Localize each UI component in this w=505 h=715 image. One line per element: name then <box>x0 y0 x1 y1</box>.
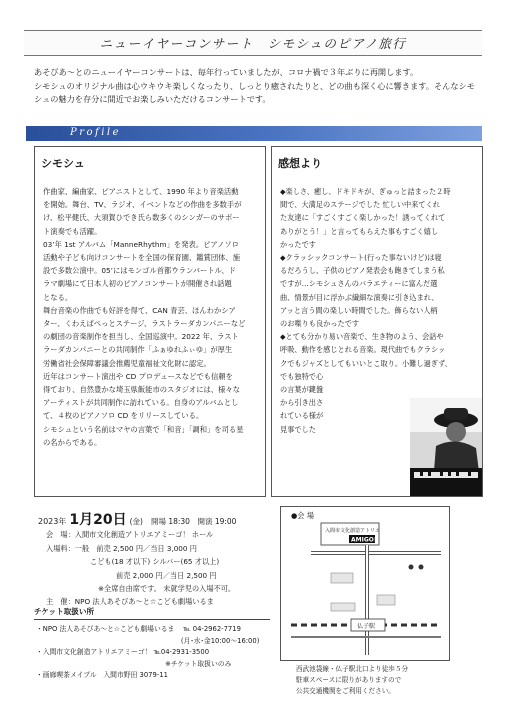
ticket-heading: チケット取扱い所 <box>34 606 270 620</box>
profile-line: ラマ劇場にて日本人初のピアノコンサートが開催され話題 <box>43 279 232 289</box>
event-fee-discount-price: 前売 2,000 円／当日 2,500 円 <box>116 570 217 580</box>
ticket-outlet-line: (月･水･金10:00～16:00) <box>36 636 260 645</box>
impression-line: るだろうし、子供のピアノ発表会も飽きてしまう私 <box>280 266 445 276</box>
profile-band <box>26 126 482 141</box>
impression-line: た友達に「すごくすごく楽しかった！誘ってくれて <box>280 213 446 223</box>
ticket-outlet-line: ・NPO 法人あそびあ～と☆こども劇場いるま ℡ 04-2962-7719 <box>36 625 241 633</box>
profile-label: Profile <box>70 127 122 138</box>
profile-heading: シモシュ <box>41 157 85 170</box>
venue-map <box>280 506 450 661</box>
profile-line: の劇団の音楽制作を担当し、全国巡演中。2022 年、ラスト <box>43 332 239 342</box>
impression-line: クでもジャズとしてもいいとこ取り。小難し過ぎず、 <box>280 358 452 368</box>
profile-line: 活動や子ども向けコンサートを全国の保育園、鑑賞団体、施 <box>43 253 241 263</box>
event-info <box>38 514 273 609</box>
pianist-photo <box>410 398 482 496</box>
profile-line: を開始。舞台、TV、ラジオ、イベントなどの作曲を多数手が <box>43 200 242 210</box>
map-drawing <box>281 507 451 662</box>
impression-line: 間で、大満足のステージでした 忙しい中来てくれ <box>280 200 440 210</box>
profile-line: となる。 <box>43 292 73 302</box>
profile-line: シモシュという名前はマヤの言葉で「和音」「調和」を司る星 <box>43 424 244 434</box>
impression-line: ですが…シモシュさんのバラエティーに富んだ選 <box>280 279 438 289</box>
profile-line: 舞台音楽の作曲でも好評を得て、CAN 青芸、ほんわかシア <box>43 305 236 315</box>
impression-line: 呼吸、動作を感じとれる音楽。現代曲でもクラシッ <box>280 345 446 355</box>
map-note-line: 西武池袋線・仏子駅北口より徒歩５分 <box>296 665 409 673</box>
map-note-line: 駐車スペースに限りがありますので <box>296 676 402 684</box>
impression-line: のお喋りも良かったです <box>280 319 360 329</box>
intro-line: あそびあ～とのニューイヤーコンサートは、毎年行っていましたが、コロナ禍で３年ぶりに再開します。 <box>34 67 419 77</box>
map-label: ●会 場 <box>291 511 314 520</box>
impression-line: れている様が <box>280 411 324 421</box>
title-banner <box>24 30 482 56</box>
map-access-note <box>296 664 466 697</box>
ticket-outlet-line: ・入間市文化創造アトリエアミーゴ！ ℡04-2931-3500 <box>36 648 210 657</box>
map-note-line: 公共交通機関をご利用ください。 <box>296 687 395 695</box>
event-date: 1月20日 <box>69 512 127 528</box>
profile-line: け、松平健氏、大須賀ひでき氏ら数多くのシンガーのサポー <box>43 213 240 223</box>
intro-text <box>34 66 479 107</box>
intro-line: シモシュのオリジナル曲は心ウキウキ楽しくなったり、しっとり癒されたりと、どの曲も深く心に響きます。そんなシモシュの魅力を存分に間近でお楽しみいただけるコンサートです。 <box>34 80 475 105</box>
event-fee-discount: こども(18 才以下) シルバー(65 才以上) <box>90 557 220 567</box>
profile-line: アーティストが共同制作に訪れている。自身のアルバムとし <box>43 398 239 408</box>
impression-line: アッと言う間の楽しい時間でした。飾らない人柄 <box>280 305 438 315</box>
event-year: 2023年 <box>38 517 67 526</box>
profile-body <box>43 185 263 449</box>
impression-line: かったです <box>280 239 316 249</box>
page-title: ニューイヤーコンサート シモシュのピアノ旅行 <box>99 36 407 51</box>
profile-line: ラーダカンパニーとの共同制作「ふぁゆれふぃゆ」が厚生 <box>43 345 233 355</box>
profile-box <box>34 146 266 497</box>
profile-line: ト演奏でも活躍。 <box>43 226 102 236</box>
map-station-name: 仏子駅 <box>357 623 376 630</box>
impressions-heading: 感想より <box>278 157 322 170</box>
profile-line: 得ており、自然豊かな埼玉県飯能市のスタジオには、様々な <box>43 385 241 395</box>
impression-line: 曲、情景が目に浮かぶ繊細な演奏に引き込まれ、 <box>280 292 439 302</box>
event-weekday: (金) <box>129 517 143 526</box>
profile-line: 設で多数公演中。05’にはモンゴル首都ウランバートル、ド <box>43 266 236 276</box>
ticket-outlets <box>36 624 274 682</box>
impression-line: 見事でした <box>280 424 316 434</box>
event-note: ※全席自由席です。 未就学児の入場不可。 <box>98 584 236 594</box>
impression-line: ◆クラッシックコンサート(行った事ないけど)は寝 <box>280 253 442 263</box>
ticket-outlet-line: ・画廊喫茶メイプル 入間市野田 3079-11 <box>36 671 168 680</box>
event-fee-general: 入場料：一般 前売 2,500 円／当日 3,000 円 <box>46 543 197 553</box>
event-organizer: 主 催：NPO 法人あそびあ～と☆こども劇場いるま <box>46 597 214 607</box>
map-venue-sign: 入間市文化創造アトリエ <box>325 528 380 534</box>
profile-line: 近年はコンサート演出や CD プロデュースなどでも信頼を <box>43 371 233 381</box>
event-venue: 会 場：入間市文化創造アトリエアミーゴ！ ホール <box>46 530 214 540</box>
pianist-photo-image <box>410 398 482 496</box>
profile-line: 03’年 1st アルバム「ManneRhythm」を発表。ピアノソロ <box>43 239 240 249</box>
impression-line: ありがとう！」と言ってもらえた事もすごく嬉し <box>280 226 439 236</box>
ticket-outlet-line: ※チケット取扱いのみ <box>36 659 232 668</box>
impression-line: から引き出さ <box>280 398 324 408</box>
profile-line: 作曲家、編曲家、ピアニストとして、1990 年より音楽活動 <box>43 187 239 196</box>
profile-line: て、４枚のピアノソロ CD をリリースしている。 <box>43 411 204 421</box>
event-date-row <box>38 514 273 528</box>
impression-line: ◆とても分かり易い音楽で、生き物のよう、会話や <box>280 332 444 342</box>
profile-line: の名からである。 <box>43 437 102 447</box>
impression-line: ◆楽しさ、癒し、ドキドキが、ぎゅっと詰まった２時 <box>280 187 451 196</box>
impression-line: の言葉が鍵盤 <box>280 385 324 395</box>
event-times: 開場 18:30 開演 19:00 <box>150 517 237 526</box>
impression-line: でも独特で心 <box>280 371 324 381</box>
profile-line: 労働省社会保障審議会推薦児童福祉文化財に認定。 <box>43 358 211 368</box>
map-venue-name: AMIGO! <box>351 536 377 544</box>
profile-line: ター、くわえぱぺっとステージ、ラストラーダカンパニーなど <box>43 319 246 329</box>
